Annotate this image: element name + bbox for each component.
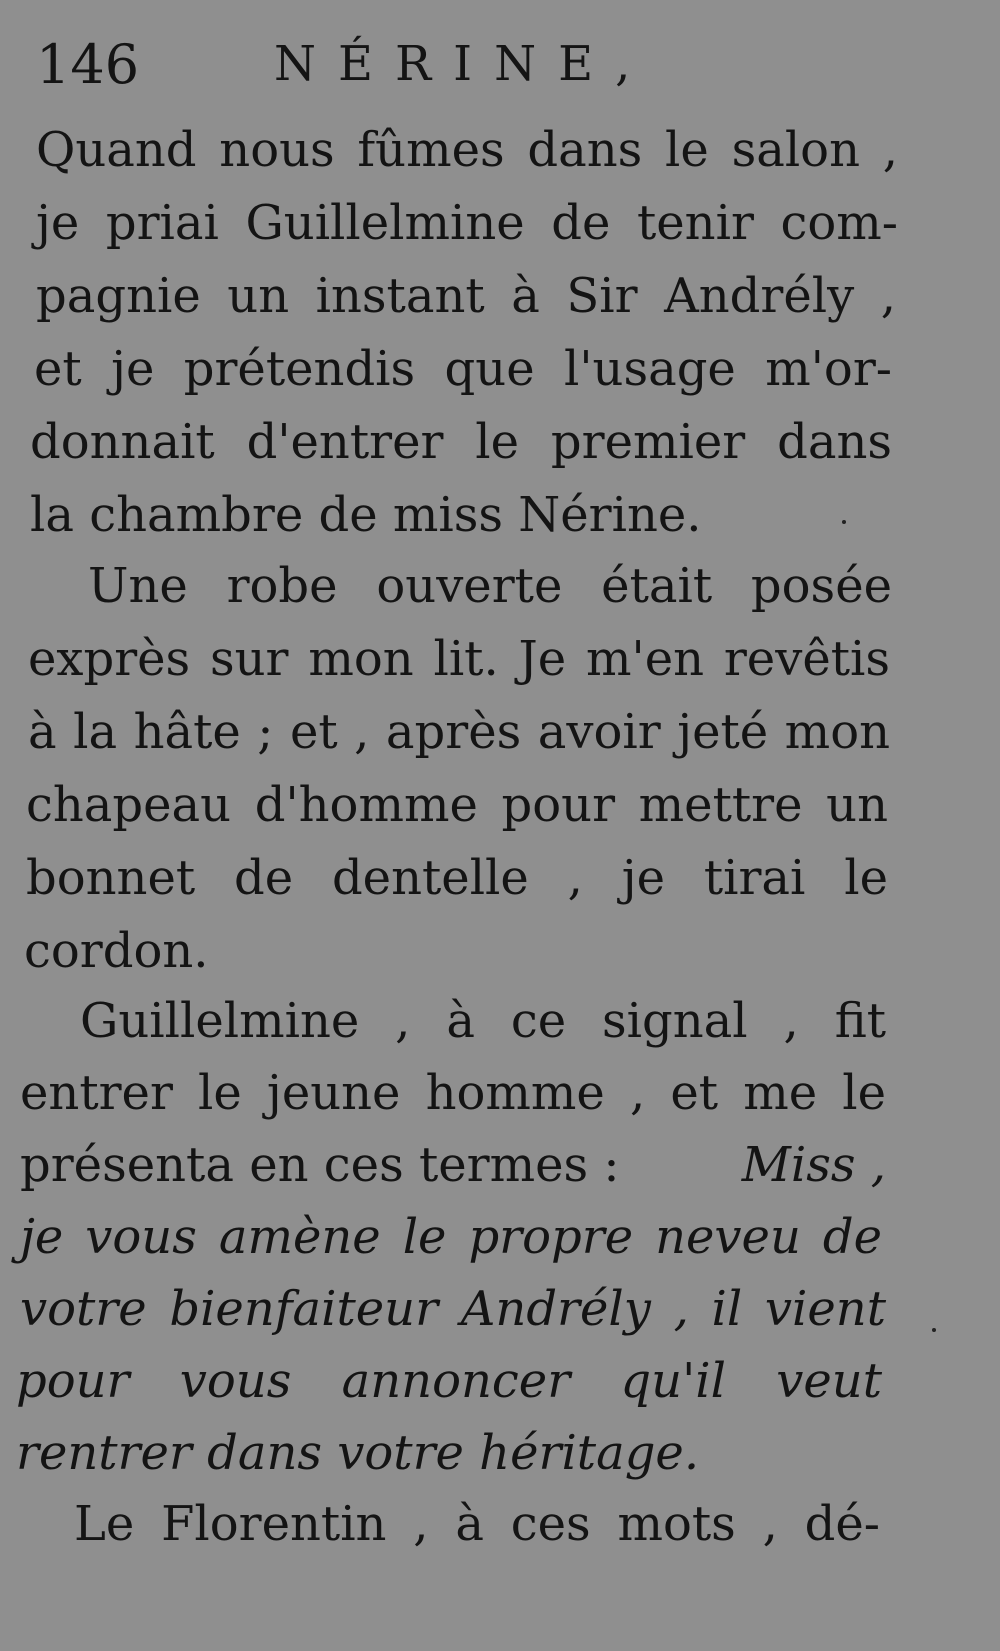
text-line: à la hâte ; et , après avoir jeté mon [28,704,890,760]
text-line: pagnie un instant à Sir Andrély , [36,268,896,324]
text-line: rentrer dans votre héritage. [16,1425,700,1481]
text-line: chapeau d'homme pour mettre un [26,777,888,833]
italic-span: Miss , [741,1137,886,1193]
text-line: Une robe ouverte était posée [88,558,892,614]
text-line: et je prétendis que l'usage m'or- [34,341,892,397]
text-line: votre bienfaiteur Andrély , il vient [20,1281,886,1337]
text-line: je priai Guillelmine de tenir com- [36,195,898,251]
text-line [20,1137,886,1193]
text-line: pour vous annoncer qu'il veut [16,1353,882,1409]
text-line: je vous amène le propre neveu de [20,1209,882,1265]
running-header [36,33,676,108]
text-line: entrer le jeune homme , et me le [20,1065,886,1121]
text-span: présenta en ces termes : [20,1137,620,1193]
text-line: Guillelmine , à ce signal , fit [80,993,886,1049]
text-line: exprès sur mon lit. Je m'en revêtis [28,631,890,687]
running-title: NÉRINE, [274,36,653,92]
text-line: la chambre de miss Nérine. [30,487,702,543]
text-line: Quand nous fûmes dans le salon , [36,122,898,178]
text-line: donnait d'entrer le premier dans [30,414,892,470]
text-line: bonnet de dentelle , je tirai le [26,850,888,906]
text-line: Le Florentin , à ces mots , dé- [74,1496,880,1552]
ink-speck [932,1328,936,1332]
ink-speck [842,520,846,524]
text-line: cordon. [24,923,209,979]
page-number: 146 [36,33,140,96]
